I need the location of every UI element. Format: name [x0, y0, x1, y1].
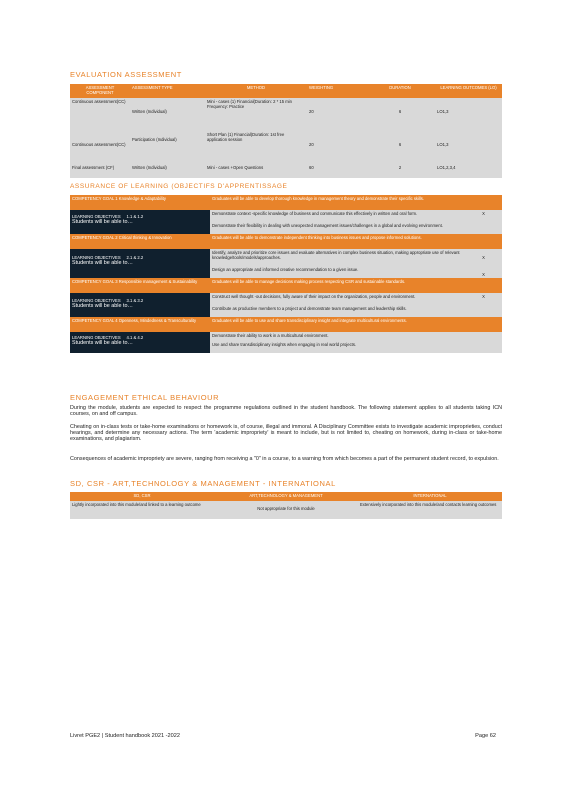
objectives-label: LEARNING OBJECTIVES — [72, 298, 121, 303]
table-row — [70, 98, 502, 131]
learning-objectives-cell — [70, 293, 210, 317]
cell-type: Written (Individual) — [130, 98, 205, 131]
competency-goal-label: COMPETENCY GOAL 2 Critical thinking & Innovation — [70, 234, 210, 249]
objectives-subtitle: Students will be able to… — [72, 219, 133, 225]
cell-lo: LO1,3 — [435, 131, 502, 164]
competency-goal-row — [70, 195, 502, 210]
sd-header: SD, CSR — [70, 492, 214, 501]
evaluation-table — [70, 84, 502, 178]
page-number: Page 62 — [475, 733, 496, 739]
objective-text: Use and share transdisciplinary insights when engaging in real world projects. — [210, 341, 465, 353]
assurance-table — [70, 195, 502, 353]
objectives-label: LEARNING OBJECTIVES — [72, 335, 121, 340]
sd-header: INTERNATIONAL — [358, 492, 502, 501]
evaluation-title: EVALUATION ASSESSMENT — [70, 70, 182, 79]
cell-method: Mini - cases +Open Questions — [205, 164, 307, 178]
sd-header: ART,TECHNOLOGY & MANAGEMENT — [214, 492, 358, 501]
objective-mark: X — [465, 293, 502, 305]
objective-text: Identify, analyze and prioritize core issues and evaluate alternatives in complex business situation, making appropriate use of relevant knowledge/tools/models/approaches. — [210, 249, 465, 266]
competency-goal-desc: Graduates will be able to manage decisions making process respecting CSR and sustainable standards. — [210, 278, 502, 293]
cell-type: Participation (Individual) — [130, 131, 205, 164]
objective-mark: X — [465, 249, 502, 266]
competency-goal-desc: Graduates will be able to demonstrate independent thinking into business issues and propose informed solutions. — [210, 234, 502, 249]
objective-mark: X — [465, 210, 502, 222]
cell-weight: 20 — [307, 98, 365, 131]
objectives-numbers: 2.1 & 2.2 — [126, 255, 144, 260]
cell-method: Short Plan (1) Financial(Duration: 1st free application session — [205, 131, 307, 164]
learning-objectives-cell — [70, 210, 210, 234]
assurance-title: ASSURANCE OF LEARNING (OBJECTIFS D'APPRENTISSAGE — [70, 183, 288, 190]
table-row — [70, 164, 502, 178]
objective-row — [70, 332, 502, 341]
objective-mark — [465, 341, 502, 353]
objective-row — [70, 210, 502, 222]
evaluation-header-row — [70, 84, 502, 98]
sd-cell: Lightly incorporated into this module/and linked to a learning outcome — [70, 501, 214, 519]
objectives-numbers: 3.1 & 3.2 — [126, 298, 144, 303]
objectives-subtitle: Students will be able to… — [72, 340, 133, 346]
objective-text: Construct well thought -out decisions, fully aware of their impact on the organization, people and environment. — [210, 293, 465, 305]
header-method: METHOD — [205, 84, 307, 98]
cell-method: Mini - cases (1) Financial(Duration: 2 * 15 min Frequency: Practice — [205, 98, 307, 131]
header-weighting: WEIGHTING — [307, 84, 365, 98]
objective-mark — [465, 332, 502, 341]
header-component: ASSESSMENT COMPONENT — [70, 84, 130, 98]
objective-text: Demonstrate their ability to work in a multicultural environment. — [210, 332, 465, 341]
objective-mark — [465, 305, 502, 317]
objectives-numbers: 1.1 & 1.2 — [126, 214, 144, 219]
table-row — [70, 131, 502, 164]
sd-csr-table — [70, 492, 502, 519]
objective-mark — [465, 222, 502, 234]
header-lo: LEARNING OUTCOMES (LO) — [435, 84, 502, 98]
objective-text: Demonstrate context -specific knowledge of business and communicate this effectively in written and oral form. — [210, 210, 465, 222]
sd-header-row — [70, 492, 502, 501]
objective-text: Demonstrate their flexibility in dealing with unexpected management issues/challenges in a global and evolving environment. — [210, 222, 465, 234]
competency-goal-row — [70, 278, 502, 293]
objectives-subtitle: Students will be able to… — [72, 260, 133, 266]
competency-goal-row — [70, 234, 502, 249]
sd-cell: Not appropriate for this module — [214, 501, 358, 519]
sd-values-row — [70, 501, 502, 519]
learning-objectives-cell — [70, 332, 210, 353]
header-type: ASSESSMENT TYPE — [130, 84, 205, 98]
competency-goal-label: COMPETENCY GOAL 4 Openness, Mindedness & Transculturality — [70, 317, 210, 332]
cell-weight: 20 — [307, 131, 365, 164]
objectives-label: LEARNING OBJECTIVES — [72, 255, 121, 260]
engagement-title: ENGAGEMENT ETHICAL BEHAVIOUR — [70, 393, 220, 402]
competency-goal-row — [70, 317, 502, 332]
engagement-paragraph: Consequences of academic impropriety are severe, ranging from receiving a "0" in a course, to a warning from which becomes a part of the permanent student record, to expulsion. — [70, 456, 499, 462]
objective-row — [70, 249, 502, 266]
objective-text: Design an appropriate and informed creative recommendation to a given issue. — [210, 266, 465, 278]
cell-type: Written (Individual) — [130, 164, 205, 178]
cell-duration: 6 — [365, 98, 435, 131]
learning-objectives-cell — [70, 249, 210, 278]
cell-lo: LO1,2,3,4 — [435, 164, 502, 178]
competency-goal-label: COMPETENCY GOAL 3 Responsible management & Sustainability — [70, 278, 210, 293]
objective-text: Contribute as productive members to a project and demonstrate team management and leadership skills. — [210, 305, 465, 317]
sd-cell: Extensively incorporated into this module/and contacts learning outcomes — [358, 501, 502, 519]
engagement-paragraph: Cheating on in-class tests or take-home examinations or homework is, of course, illegal and immoral. A Disciplinary Committee exists to investigate academic improprieties, conduct hearings, and determine any necessary actions. The term 'academic impropriety' is meant to include, but is not limited to, cheating on homework, during in-class or take-home examinations, and plagiarism. — [70, 424, 502, 443]
engagement-paragraph: During the module, students are expected to respect the programme regulations outlined in the student handbook. The following statement applies to all students taking ICN courses, on and off campus. — [70, 405, 502, 418]
header-duration: DURATION — [365, 84, 435, 98]
objective-row — [70, 293, 502, 305]
footer-left: Livret PGE2 | Student handbook 2021 -2022 — [70, 733, 180, 739]
sd-csr-title: SD, CSR - ART,TECHNOLOGY & MANAGEMENT - INTERNATIONAL — [70, 479, 336, 488]
competency-goal-desc: Graduates will be able to develop thorough knowledge in management theory and demonstrate their specific skills. — [210, 195, 502, 210]
cell-duration: 2 — [365, 164, 435, 178]
objective-mark: X — [465, 266, 502, 278]
cell-component: Final assessment (CF) — [70, 164, 130, 178]
cell-component: Continuous assessment(CC) — [70, 98, 130, 131]
objectives-label: LEARNING OBJECTIVES — [72, 214, 121, 219]
cell-component: Continuous assessment(CC) — [70, 131, 130, 164]
cell-lo: LO1,3 — [435, 98, 502, 131]
objectives-numbers: 4.1 & 4.2 — [126, 335, 144, 340]
cell-weight: 60 — [307, 164, 365, 178]
competency-goal-label: COMPETENCY GOAL 1 Knowledge & Adaptability — [70, 195, 210, 210]
cell-duration: 6 — [365, 131, 435, 164]
competency-goal-desc: Graduates will be able to use and share transdisciplinary insight and integrate multicultural environments. — [210, 317, 502, 332]
objectives-subtitle: Students will be able to… — [72, 303, 133, 309]
